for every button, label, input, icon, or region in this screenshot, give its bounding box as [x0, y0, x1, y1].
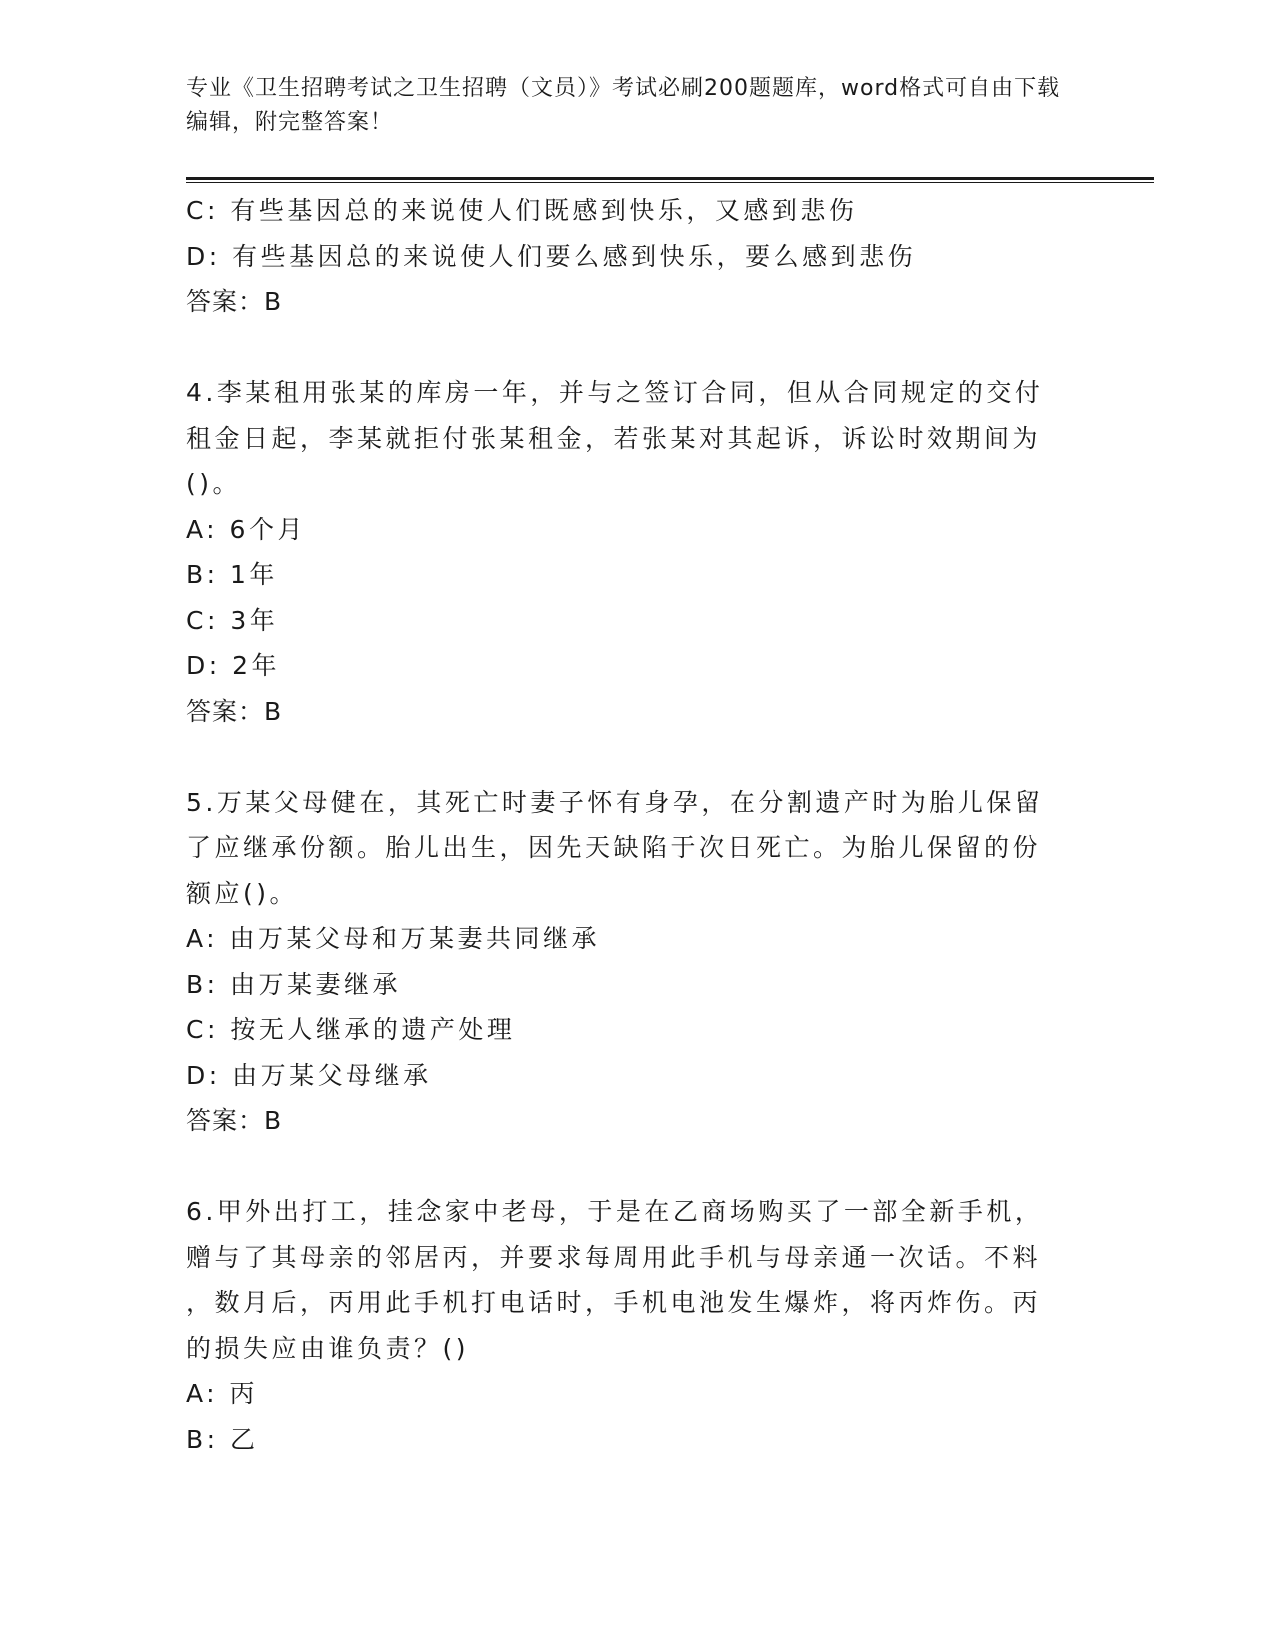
option-b: B: 由万某妻继承: [186, 969, 402, 999]
option-a: A: 丙: [186, 1379, 259, 1408]
option-d: D: 2年: [186, 651, 281, 680]
question-stem-line: 赠与了其母亲的邻居丙，并要求每周用此手机与母亲通一次话。不料: [186, 1242, 1042, 1272]
answer: 答案：B: [186, 287, 283, 316]
option-d: D: 由万某父母继承: [186, 1060, 432, 1090]
option-a: A: 由万某父母和万某妻共同继承: [186, 924, 601, 953]
answer: 答案：B: [186, 696, 283, 726]
option-c: C: 有些基因总的来说使人们既感到快乐，又感到悲伤: [186, 196, 858, 225]
question-stem-line: 了应继承份额。胎儿出生，因先天缺陷于次日死亡。为胎儿保留的份: [186, 833, 1042, 862]
option-c: C: 3年: [186, 605, 279, 635]
question-4: [186, 370, 1066, 734]
question-stem-line: 6.甲外出打工，挂念家中老母，于是在乙商场购买了一部全新手机，: [186, 1197, 1044, 1226]
spacer: [186, 734, 1066, 780]
spacer: [186, 325, 1066, 371]
question-stem-line: 的损失应由谁负责？(): [186, 1333, 470, 1363]
option-b: B: 1年: [186, 560, 278, 589]
question-stem-line: 额应()。: [186, 878, 299, 908]
option-c: C: 按无人继承的遗产处理: [186, 1015, 516, 1044]
option-a: A: 6个月: [186, 514, 306, 544]
question-stem-line: 5.万某父母健在，其死亡时妻子怀有身孕，在分割遗产时为胎儿保留: [186, 787, 1044, 817]
question-stem-line: 租金日起，李某就拒付张某租金，若张某对其起诉，诉讼时效期间为: [186, 423, 1042, 453]
header-text: 专业《卫生招聘考试之卫生招聘（文员）》考试必刷200题题库，word格式可自由下载编辑，附完整答案！: [186, 76, 1061, 135]
spacer: [186, 1144, 1066, 1190]
question-list: [186, 188, 1066, 1462]
option-d: D: 有些基因总的来说使人们要么感到快乐，要么感到悲伤: [186, 241, 917, 271]
header-divider-thick: [186, 177, 1154, 180]
question-stem-line: ，数月后，丙用此手机打电话时，手机电池发生爆炸，将丙炸伤。丙: [186, 1288, 1042, 1317]
question-5: [186, 780, 1066, 1144]
header-divider-thin: [186, 182, 1154, 183]
answer: 答案：B: [186, 1106, 283, 1135]
question-stem-line: 4.李某租用张某的库房一年，并与之签订合同，但从合同规定的交付: [186, 378, 1044, 407]
option-b: B: 乙: [186, 1424, 259, 1454]
question-6: [186, 1189, 1066, 1462]
question-3-tail: [186, 188, 1066, 325]
document-header: [186, 72, 1066, 140]
question-stem-line: ()。: [186, 469, 242, 498]
